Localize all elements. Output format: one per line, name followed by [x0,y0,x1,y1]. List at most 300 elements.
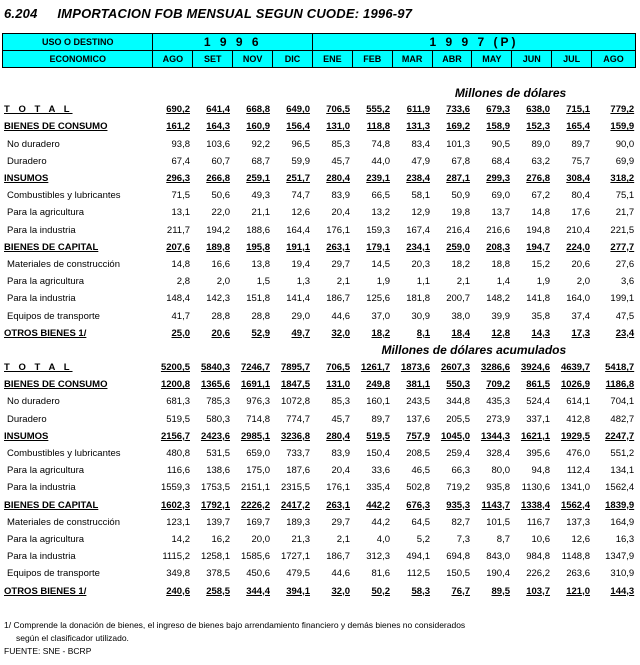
cell-value: 1344,3 [480,430,510,442]
cell-value: 69,9 [615,155,635,167]
cell-value: 207,6 [166,241,190,253]
cell-value: 14,3 [531,327,550,339]
cell-value: 191,1 [286,241,310,253]
cell-value: 17,6 [571,207,590,219]
cell-value: 39,9 [491,310,510,322]
cell-value: 344,8 [446,396,470,408]
cell-value: 318,2 [610,173,635,185]
cell-value: 551,2 [610,448,635,460]
table-row [2,428,636,445]
row-label: T O T A L [4,104,73,116]
cell-value: 80,4 [571,190,590,202]
cell-value: 160,9 [246,121,270,133]
cell-value: 435,3 [486,396,510,408]
cell-value: 159,9 [610,121,635,133]
cell-value: 641,4 [206,104,230,116]
cell-value: 90,0 [615,138,635,150]
cell-value: 169,7 [246,516,270,528]
row-label: Combustibles y lubricantes [7,190,121,202]
cell-value: 16,3 [615,533,635,545]
cell-value: 74,8 [371,138,390,150]
cell-value: 714,8 [246,413,270,425]
cell-value: 243,5 [406,396,430,408]
cell-value: 131,0 [326,121,350,133]
cell-value: 2417,2 [280,499,310,511]
cell-value: 116,7 [526,516,550,528]
table-row [2,187,636,204]
cell-value: 190,4 [486,568,510,580]
row-label: BIENES DE CAPITAL [4,241,99,253]
cell-value: 67,8 [451,155,470,167]
table-row [2,170,636,187]
cell-value: 412,8 [566,413,590,425]
cell-value: 502,8 [406,482,430,494]
cell-value: 681,3 [166,396,190,408]
cell-value: 208,3 [486,241,510,253]
cell-value: 67,4 [171,155,190,167]
cell-value: 76,7 [451,585,470,597]
cell-value: 335,4 [366,482,390,494]
cell-value: 3924,6 [520,362,550,374]
cell-value: 234,1 [406,241,430,253]
cell-value: 134,1 [610,465,635,477]
cell-value: 164,0 [566,293,590,305]
cell-value: 156,4 [286,121,310,133]
cell-value: 2,1 [336,533,350,545]
cell-value: 1562,4 [605,482,635,494]
cell-value: 224,0 [566,241,590,253]
cell-value: 89,7 [571,138,590,150]
cell-value: 2151,1 [240,482,270,494]
cell-value: 519,5 [366,430,390,442]
cell-value: 2,8 [176,276,190,288]
cell-value: 194,2 [206,224,230,236]
cell-value: 494,1 [406,551,430,563]
table-row [2,531,636,548]
cell-value: 68,7 [251,155,270,167]
cell-value: 1839,9 [605,499,635,511]
cell-value: 277,7 [610,241,635,253]
cell-value: 13,2 [371,207,390,219]
cell-value: 1,1 [416,276,430,288]
cell-value: 103,7 [526,585,550,597]
cell-value: 14,8 [531,207,550,219]
cell-value: 176,1 [326,482,350,494]
cell-value: 2,1 [456,276,470,288]
table-row [2,153,636,170]
row-label: Combustibles y lubricantes [7,448,121,460]
cell-value: 1,9 [536,276,550,288]
cell-value: 85,3 [331,396,350,408]
month-header: NOV [233,51,273,68]
cell-value: 3286,6 [480,362,510,374]
cell-value: 20,4 [331,207,350,219]
cell-value: 2,0 [576,276,590,288]
cell-value: 189,8 [206,241,230,253]
cell-value: 37,0 [371,310,390,322]
cell-value: 12,9 [411,207,430,219]
cell-value: 94,8 [531,465,550,477]
cell-value: 21,1 [251,207,270,219]
table-row [2,307,636,324]
table-row [2,101,636,118]
cell-value: 310,9 [610,568,635,580]
footnotes [4,619,465,658]
cell-value: 1691,1 [240,379,270,391]
cell-value: 210,4 [566,224,590,236]
cell-value: 49,3 [251,190,270,202]
cell-value: 137,3 [566,516,590,528]
cell-value: 733,7 [286,448,310,460]
cell-value: 199,1 [610,293,635,305]
cell-value: 142,3 [206,293,230,305]
cell-value: 200,7 [446,293,470,305]
cell-value: 2,0 [216,276,230,288]
cell-value: 2226,2 [240,499,270,511]
cell-value: 12,6 [571,533,590,545]
cell-value: 125,6 [366,293,390,305]
cell-value: 273,9 [486,413,510,425]
cell-value: 169,2 [446,121,470,133]
cell-value: 344,4 [246,585,270,597]
table-row [2,548,636,565]
cell-value: 555,2 [366,104,390,116]
cell-value: 20,0 [251,533,270,545]
cell-value: 216,4 [446,224,470,236]
row-label: Duradero [7,155,47,167]
cell-value: 121,0 [566,585,590,597]
cell-value: 66,5 [371,190,390,202]
cell-value: 258,5 [206,585,230,597]
table-row [2,290,636,307]
cell-value: 1143,7 [481,499,510,511]
cell-value: 7895,7 [280,362,310,374]
cell-value: 8,7 [496,533,510,545]
cell-value: 137,6 [406,413,430,425]
cell-value: 159,3 [366,224,390,236]
cell-value: 44,0 [371,155,390,167]
cell-value: 80,0 [491,465,510,477]
cell-value: 1873,6 [400,362,430,374]
cell-value: 266,8 [206,173,230,185]
cell-value: 1072,8 [280,396,310,408]
cell-value: 280,4 [326,430,350,442]
month-header: AGO [592,51,636,68]
table-row [2,376,636,393]
cell-value: 221,5 [610,224,635,236]
cell-value: 14,5 [371,258,390,270]
cell-value: 118,8 [366,121,390,133]
cell-value: 59,9 [291,155,310,167]
table-row [2,411,636,428]
cell-value: 96,5 [291,138,310,150]
cell-value: 112,4 [566,465,590,477]
cell-value: 1258,1 [200,551,230,563]
cell-value: 378,5 [206,568,230,580]
cell-value: 131,3 [406,121,430,133]
month-header: DIC [273,51,313,68]
cell-value: 249,8 [366,379,390,391]
month-header: FEB [352,51,392,68]
cell-value: 1585,6 [240,551,270,563]
row-label: Para la industria [7,482,76,494]
row-label: Para la industria [7,293,76,305]
cell-value: 1,3 [296,276,310,288]
cell-value: 733,6 [446,104,470,116]
row-label: Duradero [7,413,47,425]
cell-value: 92,2 [251,138,270,150]
cell-value: 690,2 [166,104,190,116]
row-label: No duradero [7,396,60,408]
cell-value: 32,0 [331,585,350,597]
cell-value: 13,8 [251,258,270,270]
month-header: SET [193,51,233,68]
cell-value: 47,5 [615,310,635,322]
cell-value: 1045,0 [440,430,470,442]
cell-value: 3,6 [620,276,635,288]
table-row [2,497,636,514]
cell-value: 1727,1 [280,551,310,563]
cell-value: 74,7 [291,190,310,202]
cell-value: 81,6 [371,568,390,580]
table-row [2,479,636,496]
cell-value: 29,7 [331,516,350,528]
cell-value: 28,8 [211,310,230,322]
cell-value: 2156,7 [160,430,190,442]
cell-value: 757,9 [406,430,430,442]
row-label: Equipos de transporte [7,568,100,580]
cell-value: 226,2 [526,568,550,580]
cell-value: 152,3 [526,121,550,133]
cell-value: 20,6 [571,258,590,270]
cell-value: 82,7 [451,516,470,528]
cell-value: 112,5 [406,568,430,580]
cell-value: 45,7 [331,413,350,425]
cell-value: 101,3 [446,138,470,150]
cell-value: 4,0 [376,533,390,545]
cell-value: 49,7 [291,327,310,339]
cell-value: 1847,5 [280,379,310,391]
cell-value: 450,6 [246,568,270,580]
cell-value: 50,6 [211,190,230,202]
cell-value: 1562,4 [560,499,590,511]
cell-value: 25,0 [171,327,190,339]
cell-value: 480,8 [166,448,190,460]
cell-value: 164,4 [286,224,310,236]
cell-value: 1341,0 [560,482,590,494]
cell-value: 935,3 [446,499,470,511]
cell-value: 1261,7 [360,362,390,374]
cell-value: 679,3 [486,104,510,116]
cell-value: 2423,6 [200,430,230,442]
cell-value: 161,2 [166,121,190,133]
cell-value: 83,4 [411,138,430,150]
cell-value: 259,4 [446,448,470,460]
cell-value: 32,0 [331,327,350,339]
table-row [2,204,636,221]
table-row [2,273,636,290]
cell-value: 5418,7 [605,362,635,374]
month-header: ABR [432,51,472,68]
cell-value: 785,3 [206,396,230,408]
cell-value: 85,3 [331,138,350,150]
cell-value: 50,2 [371,585,390,597]
cell-value: 68,4 [491,155,510,167]
cell-value: 14,8 [171,258,190,270]
cell-value: 18,8 [491,258,510,270]
month-header: AGO [153,51,193,68]
cell-value: 263,1 [326,499,350,511]
year-1997: 1 9 9 7 (P) [312,34,635,51]
cell-value: 1559,3 [160,482,190,494]
cell-value: 194,7 [526,241,550,253]
row-label: Materiales de construcción [7,258,120,270]
row-label: INSUMOS [4,430,49,442]
cell-value: 131,0 [326,379,350,391]
cell-value: 123,1 [166,516,190,528]
cell-value: 7,3 [456,533,470,545]
table-row [2,118,636,135]
cell-value: 706,5 [326,104,350,116]
cell-value: 524,4 [526,396,550,408]
cell-value: 611,9 [406,104,430,116]
month-header: JUL [552,51,592,68]
cell-value: 1365,6 [200,379,230,391]
cell-value: 17,3 [571,327,590,339]
cell-value: 1338,4 [520,499,550,511]
cell-value: 12,8 [491,327,510,339]
cell-value: 151,8 [246,293,270,305]
cell-value: 13,1 [171,207,190,219]
cell-value: 7246,7 [240,362,270,374]
cell-value: 16,6 [211,258,230,270]
cell-value: 1,5 [256,276,270,288]
cell-value: 67,2 [531,190,550,202]
cell-value: 259,0 [446,241,470,253]
cell-value: 649,0 [286,104,310,116]
cell-value: 189,3 [286,516,310,528]
cell-value: 44,2 [371,516,390,528]
cell-value: 144,3 [610,585,635,597]
footnote-1-cont: según el clasificador utilizado. [16,633,129,643]
cell-value: 614,1 [566,396,590,408]
cell-value: 148,4 [166,293,190,305]
cell-value: 476,0 [566,448,590,460]
table-title: IMPORTACION FOB MENSUAL SEGUN CUODE: 1996-97 [57,6,413,21]
cell-value: 668,8 [246,104,270,116]
cell-value: 694,8 [446,551,470,563]
cell-value: 165,4 [566,121,590,133]
cell-value: 186,7 [326,293,350,305]
cell-value: 8,1 [416,327,430,339]
row-label: BIENES DE CAPITAL [4,499,99,511]
cell-value: 308,4 [566,173,590,185]
cell-value: 1130,6 [521,482,550,494]
table-number: 6.204 [4,6,38,21]
cell-value: 240,6 [166,585,190,597]
cell-value: 15,2 [531,258,550,270]
cell-value: 2247,7 [605,430,635,442]
cell-value: 1115,2 [162,551,190,563]
cell-value: 29,0 [291,310,310,322]
cell-value: 44,6 [331,310,350,322]
cell-value: 93,8 [171,138,190,150]
cell-value: 160,1 [366,396,390,408]
cell-value: 83,9 [331,190,350,202]
cell-value: 861,5 [526,379,550,391]
row-label: T O T A L [4,362,73,374]
cell-value: 75,1 [615,190,635,202]
cell-value: 2985,1 [240,430,270,442]
cell-value: 90,5 [491,138,510,150]
cell-value: 251,7 [286,173,310,185]
cell-value: 195,8 [246,241,270,253]
row-label: INSUMOS [4,173,49,185]
cell-value: 1186,8 [605,379,635,391]
table-row [2,445,636,462]
cell-value: 194,8 [526,224,550,236]
row-label: Equipos de transporte [7,310,100,322]
cell-value: 83,9 [331,448,350,460]
cell-value: 208,5 [406,448,430,460]
cell-value: 13,7 [491,207,510,219]
cell-value: 280,4 [326,173,350,185]
cell-value: 18,2 [371,327,390,339]
cell-value: 27,6 [615,258,635,270]
cell-value: 296,3 [166,173,190,185]
cell-value: 186,7 [326,551,350,563]
cell-value: 12,6 [291,207,310,219]
cell-value: 21,7 [615,207,635,219]
cell-value: 5840,3 [200,362,230,374]
cell-value: 381,1 [406,379,430,391]
cell-value: 638,0 [526,104,550,116]
cell-value: 299,3 [486,173,510,185]
cell-value: 3236,8 [280,430,310,442]
cell-value: 259,1 [246,173,270,185]
cell-value: 2315,5 [280,482,310,494]
cell-value: 89,0 [531,138,550,150]
cell-value: 58,3 [411,585,430,597]
month-header: MAY [472,51,512,68]
cell-value: 89,5 [491,585,510,597]
cell-value: 164,9 [610,516,635,528]
column-header [2,33,636,68]
section-heading: Millones de dólares [454,85,567,100]
table-row [2,222,636,239]
table-row [2,325,636,342]
cell-value: 395,6 [526,448,550,460]
cell-value: 148,2 [486,293,510,305]
cell-value: 150,4 [366,448,390,460]
cell-value: 935,8 [486,482,510,494]
table-row [2,565,636,582]
cell-value: 181,8 [406,293,430,305]
cell-value: 141,8 [526,293,550,305]
row-label: BIENES DE CONSUMO [4,121,108,133]
row-label: Para la agricultura [7,465,85,477]
cell-value: 709,2 [486,379,510,391]
footnote-1: 1/ Comprende la donación de bienes, el ingreso de bienes bajo arrendamiento financiero y demás bienes no considerados [4,620,466,630]
page-title [4,6,412,21]
row-label: OTROS BIENES 1/ [4,585,87,597]
cell-value: 519,5 [166,413,190,425]
cell-value: 20,6 [211,327,230,339]
cell-value: 394,1 [286,585,310,597]
cell-value: 41,7 [171,310,190,322]
cell-value: 89,7 [371,413,390,425]
cell-value: 479,5 [286,568,310,580]
